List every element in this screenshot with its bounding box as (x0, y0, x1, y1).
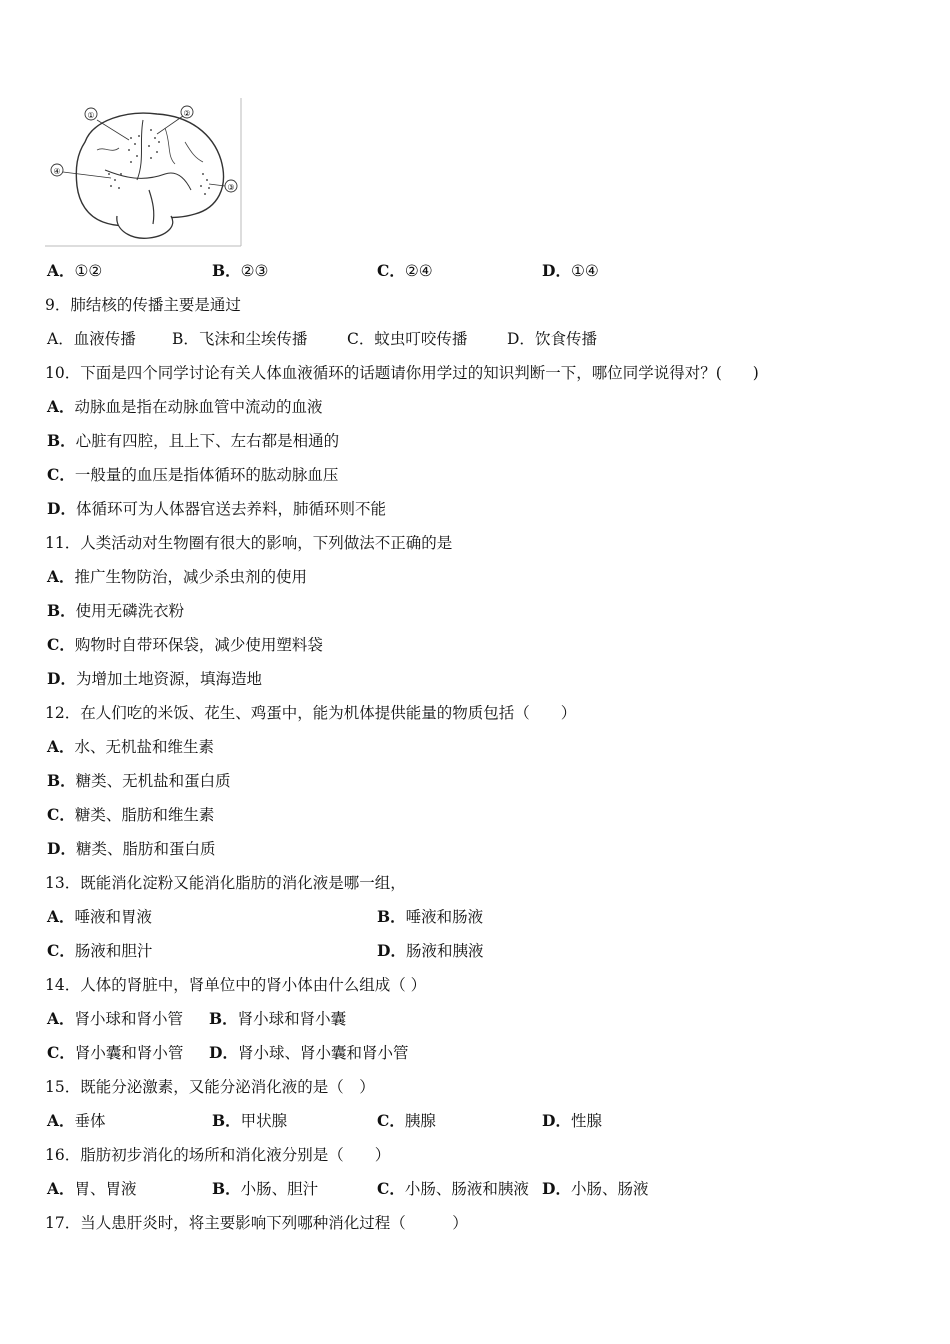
option-letter: A． (47, 261, 75, 280)
option-letter: B． (377, 907, 406, 926)
option-letter: C． (377, 1179, 405, 1198)
q8-option-c[interactable] (377, 261, 433, 281)
q16-option-d[interactable] (542, 1179, 648, 1199)
option-text: 饮食传播 (534, 330, 597, 348)
option-letter: C． (347, 330, 375, 348)
q15-option-a[interactable] (47, 1111, 106, 1131)
option-text: 肠液和胆汁 (74, 942, 153, 960)
option-text: 胃、胃液 (74, 1180, 137, 1198)
option-text: 垂体 (74, 1112, 106, 1130)
option-letter: D． (47, 839, 76, 858)
q12-option-b[interactable] (47, 771, 231, 791)
option-letter: D． (507, 330, 535, 348)
option-text: 为增加土地资源，填海造地 (75, 670, 262, 688)
option-text: 肾小球和肾小管 (74, 1010, 184, 1028)
option-text: 小肠、肠液 (570, 1180, 649, 1198)
q13-option-a[interactable] (47, 907, 152, 927)
option-letter: C． (47, 635, 75, 654)
option-text: 心脏有四腔，且上下、左右都是相通的 (75, 432, 340, 450)
option-text: 性腺 (570, 1112, 602, 1130)
option-text: ①④ (570, 262, 599, 280)
option-letter: B． (212, 1111, 241, 1130)
option-text: 肾小球、肾小囊和肾小管 (237, 1044, 409, 1062)
option-letter: B． (212, 1179, 241, 1198)
q10-option-c[interactable] (47, 465, 338, 485)
q11-stem: 11．人类活动对生物圈有很大的影响，下列做法不正确的是 (45, 534, 453, 552)
q13-option-b[interactable] (377, 907, 483, 927)
q11-option-b[interactable] (47, 601, 184, 621)
option-letter: C． (47, 465, 75, 484)
option-letter: B． (209, 1009, 238, 1028)
option-text: 水、无机盐和维生素 (74, 738, 215, 756)
q11-option-a[interactable] (47, 567, 307, 587)
q11-option-c[interactable] (47, 635, 323, 655)
q14-option-c[interactable] (47, 1043, 183, 1063)
q13-option-d[interactable] (377, 941, 483, 961)
option-letter: D． (542, 1111, 571, 1130)
option-letter: D． (47, 499, 76, 518)
q15-option-d[interactable] (542, 1111, 602, 1131)
option-letter: D． (209, 1043, 238, 1062)
q15-stem: 15．既能分泌激素，又能分泌消化液的是（ ） (45, 1078, 375, 1096)
option-letter: C． (47, 1043, 75, 1062)
option-letter: C． (377, 1111, 405, 1130)
option-text: 肾小囊和肾小管 (74, 1044, 184, 1062)
figure-label-1: ① (87, 111, 95, 120)
q14-option-d[interactable] (209, 1043, 408, 1063)
option-letter: B． (47, 771, 76, 790)
option-text: 体循环可为人体器官送去养料，肺循环则不能 (75, 500, 386, 518)
option-text: 肠液和胰液 (405, 942, 484, 960)
option-letter: D． (377, 941, 406, 960)
q9-option-b[interactable] (172, 329, 307, 349)
option-text: ①② (74, 262, 103, 280)
option-text: 飞沫和尘埃传播 (198, 330, 308, 348)
option-text: 糖类、脂肪和蛋白质 (75, 840, 216, 858)
option-text: 血液传播 (73, 330, 136, 348)
option-letter: A． (47, 567, 75, 586)
q8-option-d[interactable] (542, 261, 599, 281)
brain-diagram-drawing (45, 98, 242, 247)
q11-option-d[interactable] (47, 669, 262, 689)
q13-stem: 13．既能消化淀粉又能消化脂肪的消化液是哪一组， (45, 874, 406, 892)
q9-stem: 9．肺结核的传播主要是通过 (45, 296, 241, 314)
option-letter: A． (47, 737, 75, 756)
q9-option-d[interactable] (507, 329, 597, 349)
option-letter: D． (47, 669, 76, 688)
q9-option-c[interactable] (347, 329, 467, 349)
option-text: ②③ (240, 262, 269, 280)
option-text: 推广生物防治，减少杀虫剂的使用 (74, 568, 308, 586)
q16-option-a[interactable] (47, 1179, 137, 1199)
option-text: 使用无磷洗衣粉 (75, 602, 185, 620)
option-letter: A． (47, 1009, 75, 1028)
q12-option-c[interactable] (47, 805, 214, 825)
q13-option-c[interactable] (47, 941, 152, 961)
option-letter: A． (47, 1111, 75, 1130)
option-letter: B． (172, 330, 199, 348)
q16-stem: 16．脂肪初步消化的场所和消化液分别是（ ） (45, 1146, 391, 1164)
q9-option-a[interactable] (47, 329, 136, 349)
option-text: 甲状腺 (240, 1112, 288, 1130)
option-letter: C． (377, 261, 405, 280)
q16-option-c[interactable] (377, 1179, 529, 1199)
q10-option-b[interactable] (47, 431, 339, 451)
option-letter: C． (47, 941, 75, 960)
q14-option-b[interactable] (209, 1009, 346, 1029)
option-text: 糖类、脂肪和维生素 (74, 806, 215, 824)
q14-stem: 14．人体的肾脏中，肾单位中的肾小体由什么组成（ ） (45, 976, 427, 994)
option-text: 小肠、胆汁 (240, 1180, 319, 1198)
q8-option-b[interactable] (212, 261, 268, 281)
q14-option-a[interactable] (47, 1009, 183, 1029)
q12-stem: 12．在人们吃的米饭、花生、鸡蛋中，能为机体提供能量的物质包括（ ） (45, 704, 577, 722)
option-letter: B． (47, 601, 76, 620)
option-text: 唾液和胃液 (74, 908, 153, 926)
option-text: ②④ (404, 262, 433, 280)
figure-label-3: ③ (227, 183, 235, 192)
option-text: 唾液和肠液 (405, 908, 484, 926)
option-letter: B． (47, 431, 76, 450)
option-letter: A． (47, 1179, 75, 1198)
q10-stem: 10．下面是四个同学讨论有关人体血液循环的话题请你用学过的知识判断一下，哪位同学说得对？( ) (45, 364, 759, 382)
option-text: 胰腺 (404, 1112, 436, 1130)
option-text: 糖类、无机盐和蛋白质 (75, 772, 231, 790)
option-text: 小肠、肠液和胰液 (404, 1180, 529, 1198)
q8-option-a[interactable] (47, 261, 102, 281)
option-letter: D． (542, 1179, 571, 1198)
option-text: 蚊虫叮咬传播 (374, 330, 468, 348)
q15-option-b[interactable] (212, 1111, 287, 1131)
brain-diagram (45, 98, 242, 247)
q12-option-d[interactable] (47, 839, 215, 859)
option-letter: C． (47, 805, 75, 824)
option-letter: A． (47, 397, 75, 416)
figure-label-2: ② (183, 109, 191, 118)
option-letter: D． (542, 261, 571, 280)
option-text: 一般量的血压是指体循环的肱动脉血压 (74, 466, 339, 484)
option-text: 购物时自带环保袋，减少使用塑料袋 (74, 636, 323, 654)
option-letter: A． (47, 907, 75, 926)
option-text: 肾小球和肾小囊 (237, 1010, 347, 1028)
option-text: 动脉血是指在动脉血管中流动的血液 (74, 398, 323, 416)
q16-option-b[interactable] (212, 1179, 318, 1199)
q12-option-a[interactable] (47, 737, 214, 757)
q15-option-c[interactable] (377, 1111, 436, 1131)
q10-option-a[interactable] (47, 397, 323, 417)
option-letter: B． (212, 261, 241, 280)
q17-stem: 17．当人患肝炎时，将主要影响下列哪种消化过程（ ） (45, 1214, 468, 1232)
q10-option-d[interactable] (47, 499, 386, 519)
figure-label-4: ④ (53, 167, 61, 176)
option-letter: A． (47, 330, 74, 348)
